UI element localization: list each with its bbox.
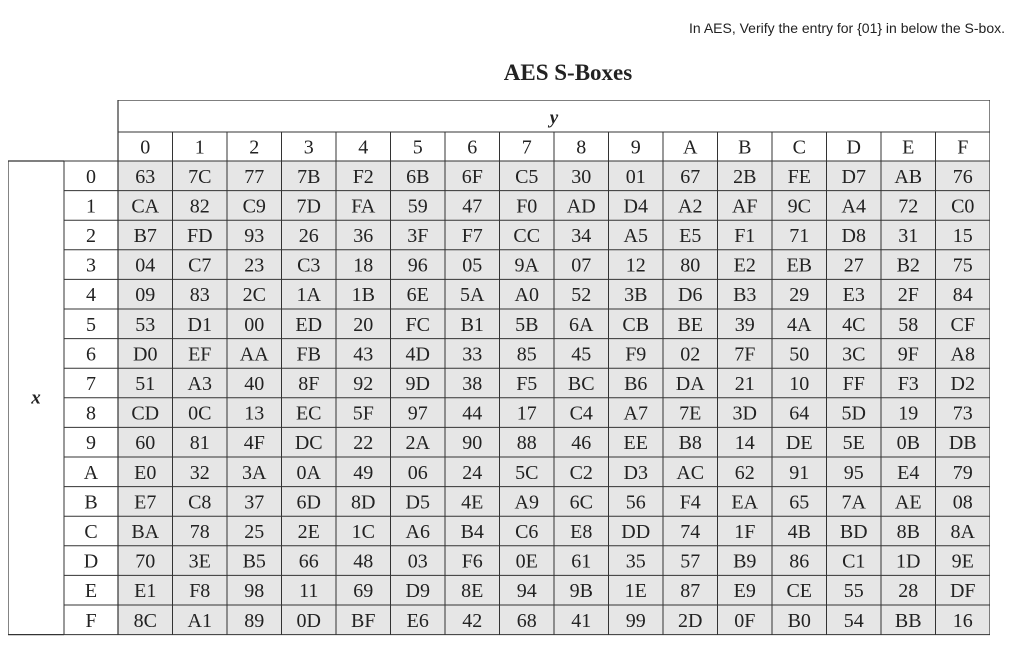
sbox-cell: E0 (134, 461, 157, 484)
sbox-cell: 0B (896, 432, 920, 455)
sbox-cell: B3 (733, 284, 757, 307)
sbox-cell: 48 (353, 550, 374, 573)
sbox-cell: 24 (462, 461, 483, 484)
sbox-cell: CC (513, 225, 541, 247)
sbox-cell: C1 (842, 550, 866, 573)
sbox-cell: 4D (405, 343, 430, 366)
sbox-cell: 1C (351, 521, 375, 543)
sbox-cell: 34 (571, 225, 592, 247)
sbox-cell: AC (676, 461, 705, 484)
sbox-cell: F2 (352, 165, 374, 188)
sbox-cell: A0 (514, 284, 539, 307)
sbox-cell: 89 (244, 609, 265, 632)
sbox-cell: BA (131, 521, 160, 543)
sbox-cell: D2 (950, 373, 975, 395)
sbox-cell: 2F (897, 284, 919, 307)
col-header: E (902, 136, 915, 159)
sbox-cell: DA (675, 373, 705, 395)
sbox-cell: 53 (135, 313, 156, 336)
row-header: D (83, 550, 99, 573)
sbox-cell: 98 (244, 580, 265, 603)
sbox-cell: D7 (841, 165, 866, 188)
sbox-cell: 72 (898, 195, 919, 218)
sbox-cell: 7A (841, 491, 866, 514)
sbox-cell: CA (131, 195, 160, 218)
sbox-cell: 79 (952, 461, 973, 484)
row-header: 6 (86, 343, 96, 366)
sbox-cell: 22 (353, 432, 374, 455)
sbox-cell: A8 (950, 343, 975, 366)
sbox-cell: 33 (462, 343, 483, 366)
sbox-cell: C8 (188, 491, 212, 514)
sbox-cell: 92 (353, 373, 374, 395)
sbox-cell: 2E (297, 521, 320, 543)
sbox-cell: 44 (462, 402, 483, 425)
col-header: 3 (303, 136, 314, 159)
sbox-cell: AE (894, 491, 922, 514)
sbox-cell: 7B (297, 165, 321, 188)
sbox-table (8, 100, 990, 636)
sbox-cell: EA (731, 491, 759, 514)
col-axis-label: y (549, 107, 559, 129)
sbox-cell: BC (567, 373, 595, 395)
sbox-cell: 95 (843, 461, 864, 484)
col-header: 8 (576, 136, 587, 159)
row-header: C (84, 521, 98, 543)
sbox-cell: A2 (678, 195, 703, 218)
sbox-cell: 3F (407, 225, 429, 247)
sbox-cell: E1 (134, 580, 157, 603)
row-header: F (85, 609, 97, 632)
sbox-cell: 60 (135, 432, 156, 455)
sbox-cell: 0E (515, 550, 538, 573)
col-header: 1 (194, 136, 205, 159)
sbox-cell: 62 (734, 461, 755, 484)
sbox-cell: F7 (461, 225, 483, 247)
sbox-cell: C9 (242, 195, 266, 218)
sbox-cell: 71 (789, 225, 810, 247)
sbox-cell: 4B (787, 521, 811, 543)
sbox-cell: 52 (571, 284, 592, 307)
sbox-cell: 42 (462, 609, 483, 632)
sbox-cell: A9 (514, 491, 539, 514)
sbox-cell: 41 (571, 609, 592, 632)
sbox-cell: AF (731, 195, 758, 218)
sbox-cell: B2 (896, 254, 920, 277)
sbox-cell: DB (948, 432, 977, 455)
sbox-cell: D3 (623, 461, 648, 484)
sbox-cell: D9 (405, 580, 430, 603)
sbox-cell: 45 (571, 343, 592, 366)
sbox-cell: A5 (623, 225, 648, 247)
sbox-cell: 6F (461, 165, 483, 188)
sbox-cell: 57 (680, 550, 701, 573)
sbox-cell: CD (131, 402, 160, 425)
sbox-cell: 80 (680, 254, 701, 277)
row-header: 9 (86, 432, 96, 455)
sbox-cell: C6 (515, 521, 539, 543)
sbox-cell: EB (786, 254, 813, 277)
sbox-cell: 49 (353, 461, 374, 484)
sbox-cell: 43 (353, 343, 374, 366)
sbox-cell: F4 (679, 491, 701, 514)
sbox-cell: 2B (733, 165, 757, 188)
sbox-cell: 28 (898, 580, 919, 603)
row-header: E (84, 580, 98, 603)
sbox-cell: F1 (734, 225, 756, 247)
sbox-cell: 4F (243, 432, 265, 455)
sbox-cell: 90 (462, 432, 483, 455)
sbox-cell: BF (351, 609, 376, 632)
sbox-cell: 1D (896, 550, 921, 573)
sbox-cell: 6C (569, 491, 593, 514)
sbox-cell: 39 (734, 313, 755, 336)
sbox-cell: 2D (678, 609, 703, 632)
sbox-cell: 9E (951, 550, 974, 573)
row-header: 3 (86, 254, 96, 277)
sbox-cell: E6 (406, 609, 429, 632)
sbox-cell: BB (894, 609, 922, 632)
sbox-cell: 56 (625, 491, 646, 514)
sbox-cell: 8B (896, 521, 920, 543)
sbox-cell: 4E (461, 491, 484, 514)
sbox-cell: 10 (789, 373, 810, 395)
sbox-cell: 11 (299, 580, 319, 603)
sbox-cell: 76 (952, 165, 973, 188)
sbox-cell: 46 (571, 432, 592, 455)
sbox-cell: 99 (625, 609, 646, 632)
sbox-cell: 4A (787, 313, 812, 336)
sbox-cell: 27 (843, 254, 864, 277)
sbox-cell: 14 (734, 432, 755, 455)
sbox-cell: 0C (188, 402, 212, 425)
sbox-cell: 06 (407, 461, 428, 484)
sbox-cell: 0D (296, 609, 321, 632)
sbox-cell: 50 (789, 343, 810, 366)
col-header: 6 (467, 136, 478, 159)
sbox-cell: EC (295, 402, 322, 425)
sbox-cell: D8 (841, 225, 866, 247)
sbox-cell: 84 (952, 284, 973, 307)
sbox-cell: F8 (189, 580, 211, 603)
sbox-cell: 2C (242, 284, 266, 307)
row-header: 5 (86, 313, 96, 336)
sbox-cell: 87 (680, 580, 701, 603)
table-title: AES S-Boxes (503, 60, 633, 85)
sbox-cell: 3D (732, 402, 757, 425)
sbox-cell: 30 (571, 165, 592, 188)
col-header: 9 (630, 136, 641, 159)
sbox-cell: 0F (734, 609, 756, 632)
sbox-cell: 12 (625, 254, 646, 277)
sbox-cell: 69 (353, 580, 374, 603)
sbox-cell: 8E (461, 580, 484, 603)
sbox-cell: FF (842, 373, 865, 395)
sbox-cell: FE (787, 165, 811, 188)
sbox-cell: 4C (842, 313, 866, 336)
col-header: F (957, 136, 969, 159)
sbox-cell: B0 (787, 609, 811, 632)
sbox-cell: 6B (406, 165, 430, 188)
sbox-cell: B5 (242, 550, 266, 573)
sbox-cell: 51 (135, 373, 156, 395)
sbox-cell: 83 (189, 284, 210, 307)
sbox-cell: 05 (462, 254, 483, 277)
sbox-cell: 6D (296, 491, 321, 514)
sbox-cell: F6 (461, 550, 483, 573)
sbox-cell: CF (950, 313, 975, 336)
sbox-cell: 18 (353, 254, 374, 277)
sbox-cell: 9F (897, 343, 919, 366)
sbox-cell: FC (405, 313, 430, 336)
sbox-cell: 5C (515, 461, 539, 484)
row-header: 2 (86, 225, 96, 247)
col-header: D (846, 136, 861, 159)
sbox-cell: C7 (188, 254, 212, 277)
sbox-cell: 85 (516, 343, 537, 366)
sbox-cell: 25 (244, 521, 265, 543)
sbox-cell: DD (621, 521, 651, 543)
sbox-cell: 94 (516, 580, 537, 603)
sbox-cell: C5 (515, 165, 539, 188)
sbox-cell: 03 (407, 550, 428, 573)
sbox-cell: 17 (516, 402, 537, 425)
sbox-cell: F3 (897, 373, 919, 395)
sbox-cell: EE (623, 432, 648, 455)
sbox-cell: 75 (952, 254, 973, 277)
sbox-cell: B1 (460, 313, 484, 336)
sbox-cell: 37 (244, 491, 265, 514)
sbox-cell: 74 (680, 521, 701, 543)
row-header: 4 (86, 284, 96, 307)
sbox-cell: 01 (625, 165, 646, 188)
sbox-cell: 66 (298, 550, 319, 573)
sbox-cell: 02 (680, 343, 701, 366)
sbox-cell: 1A (296, 284, 321, 307)
sbox-cell: E7 (134, 491, 157, 514)
row-header: 0 (86, 165, 96, 188)
sbox-cell: E3 (842, 284, 865, 307)
sbox-cell: E5 (679, 225, 702, 247)
sbox-cell: 3C (842, 343, 866, 366)
sbox-cell: 8D (351, 491, 376, 514)
sbox-cell: 3A (242, 461, 267, 484)
sbox-cell: 54 (843, 609, 864, 632)
row-axis-label: x (31, 387, 41, 409)
sbox-cell: 64 (789, 402, 810, 425)
sbox-cell: F5 (516, 373, 538, 395)
sbox-cell: 58 (898, 313, 919, 336)
sbox-cell: 07 (571, 254, 592, 277)
sbox-cell: 40 (244, 373, 265, 395)
sbox-cell: C3 (297, 254, 321, 277)
sbox-cell: D6 (678, 284, 703, 307)
sbox-cell: ED (295, 313, 323, 336)
sbox-cell: EF (188, 343, 212, 366)
row-header: 1 (86, 195, 96, 218)
sbox-cell: 73 (952, 402, 973, 425)
sbox-cell: D0 (133, 343, 158, 366)
sbox-cell: 16 (952, 609, 973, 632)
sbox-cell: FB (296, 343, 321, 366)
sbox-cell: 8C (133, 609, 157, 632)
sbox-cell: B9 (733, 550, 757, 573)
sbox-cell: 5D (841, 402, 866, 425)
sbox-cell: B7 (133, 225, 157, 247)
sbox-cell: 68 (516, 609, 537, 632)
col-header: 4 (358, 136, 369, 159)
sbox-cell: 77 (244, 165, 265, 188)
sbox-cell: 6A (569, 313, 594, 336)
sbox-cell: 1E (624, 580, 647, 603)
sbox-cell: 9A (514, 254, 539, 277)
sbox-cell: DE (785, 432, 813, 455)
sbox-cell: 13 (244, 402, 265, 425)
sbox-cell: D5 (405, 491, 430, 514)
sbox-cell: F9 (625, 343, 647, 366)
row-header: B (84, 491, 98, 514)
sbox-cell: 15 (952, 225, 973, 247)
sbox-cell: 5B (515, 313, 539, 336)
sbox-cell: 7D (296, 195, 321, 218)
sbox-cell: 78 (189, 521, 210, 543)
sbox-cell: 3B (624, 284, 648, 307)
sbox-cell: A7 (623, 402, 648, 425)
sbox-cell: E4 (897, 461, 920, 484)
sbox-cell: A6 (405, 521, 430, 543)
sbox-cell: 36 (353, 225, 374, 247)
sbox-cell: 23 (244, 254, 265, 277)
sbox-cell: 26 (298, 225, 319, 247)
sbox-cell: DC (294, 432, 323, 455)
sbox-cell: 2A (405, 432, 430, 455)
sbox-cell: F0 (516, 195, 538, 218)
sbox-cell: 47 (462, 195, 483, 218)
sbox-cell: 9C (787, 195, 811, 218)
sbox-cell: 93 (244, 225, 265, 247)
sbox-cell: FD (186, 225, 213, 247)
sbox-cell: 70 (135, 550, 156, 573)
sbox-cell: B8 (678, 432, 702, 455)
sbox-cell: 5A (460, 284, 485, 307)
col-header: 5 (412, 136, 423, 159)
sbox-cell: 29 (789, 284, 810, 307)
sbox-cell: A3 (187, 373, 212, 395)
sbox-cell: 9D (405, 373, 430, 395)
sbox-cell: 09 (135, 284, 156, 307)
sbox-cell: DF (949, 580, 976, 603)
sbox-cell: 32 (189, 461, 210, 484)
sbox-cell: 20 (353, 313, 374, 336)
sbox-cell: AA (239, 343, 269, 366)
sbox-cell: E9 (733, 580, 756, 603)
sbox-cell: E8 (570, 521, 593, 543)
sbox-cell: 7E (679, 402, 702, 425)
sbox-cell: C4 (569, 402, 593, 425)
sbox-cell: 8F (298, 373, 320, 395)
sbox-cell: BD (839, 521, 868, 543)
sbox-cell: 81 (189, 432, 210, 455)
col-header: 7 (521, 136, 532, 159)
sbox-cell: CE (786, 580, 813, 603)
sbox-cell: 6E (406, 284, 429, 307)
sbox-cell: A1 (187, 609, 212, 632)
sbox-cell: 88 (516, 432, 537, 455)
sbox-cell: 55 (843, 580, 864, 603)
sbox-cell: 63 (135, 165, 156, 188)
sbox-cell: 5E (842, 432, 865, 455)
sbox-cell: 86 (789, 550, 810, 573)
sbox-cell: 8A (950, 521, 975, 543)
sbox-cell: D1 (187, 313, 212, 336)
col-header: C (792, 136, 806, 159)
sbox-cell: 21 (734, 373, 755, 395)
sbox-cell: FA (351, 195, 376, 218)
sbox-cell: 7F (734, 343, 756, 366)
col-header: 0 (140, 136, 151, 159)
sbox-cell: 04 (135, 254, 156, 277)
sbox-cell: AB (894, 165, 923, 188)
sbox-cell: 35 (625, 550, 646, 573)
sbox-cell: C0 (951, 195, 975, 218)
sbox-cell: 9B (569, 580, 593, 603)
sbox-cell: 61 (571, 550, 592, 573)
row-header: A (83, 461, 99, 484)
question-text: In AES, Verify the entry for {01} in below the S-box. (689, 20, 1005, 36)
sbox-cell: 65 (789, 491, 810, 514)
sbox-cell: 96 (407, 254, 428, 277)
sbox-cell: 31 (898, 225, 919, 247)
sbox-cell: C2 (569, 461, 593, 484)
col-header: 2 (249, 136, 260, 159)
row-header: 8 (86, 402, 96, 425)
sbox-cell: BE (677, 313, 704, 336)
sbox-cell: E2 (733, 254, 756, 277)
col-header: A (683, 136, 698, 159)
sbox-cell: CB (622, 313, 650, 336)
sbox-cell: 0A (296, 461, 321, 484)
sbox-cell: 1B (351, 284, 375, 307)
sbox-cell: 08 (952, 491, 973, 514)
sbox-cell: D4 (623, 195, 648, 218)
sbox-cell: 3E (188, 550, 211, 573)
sbox-cell: 59 (407, 195, 428, 218)
row-header: 7 (86, 373, 96, 395)
sbox-cell: 91 (789, 461, 810, 484)
sbox-cell: 38 (462, 373, 483, 395)
sbox-cell: AD (566, 195, 596, 218)
sbox-cell: B6 (624, 373, 648, 395)
sbox-cell: 19 (898, 402, 919, 425)
sbox-cell: A4 (841, 195, 866, 218)
sbox-cell: 97 (407, 402, 428, 425)
sbox-cell: 5F (352, 402, 374, 425)
col-header: B (738, 136, 752, 159)
sbox-cell: 1F (734, 521, 756, 543)
sbox-cell: 00 (244, 313, 265, 336)
sbox-cell: B4 (460, 521, 484, 543)
sbox-cell: 67 (680, 165, 701, 188)
sbox-cell: 7C (188, 165, 212, 188)
sbox-cell: 82 (189, 195, 210, 218)
